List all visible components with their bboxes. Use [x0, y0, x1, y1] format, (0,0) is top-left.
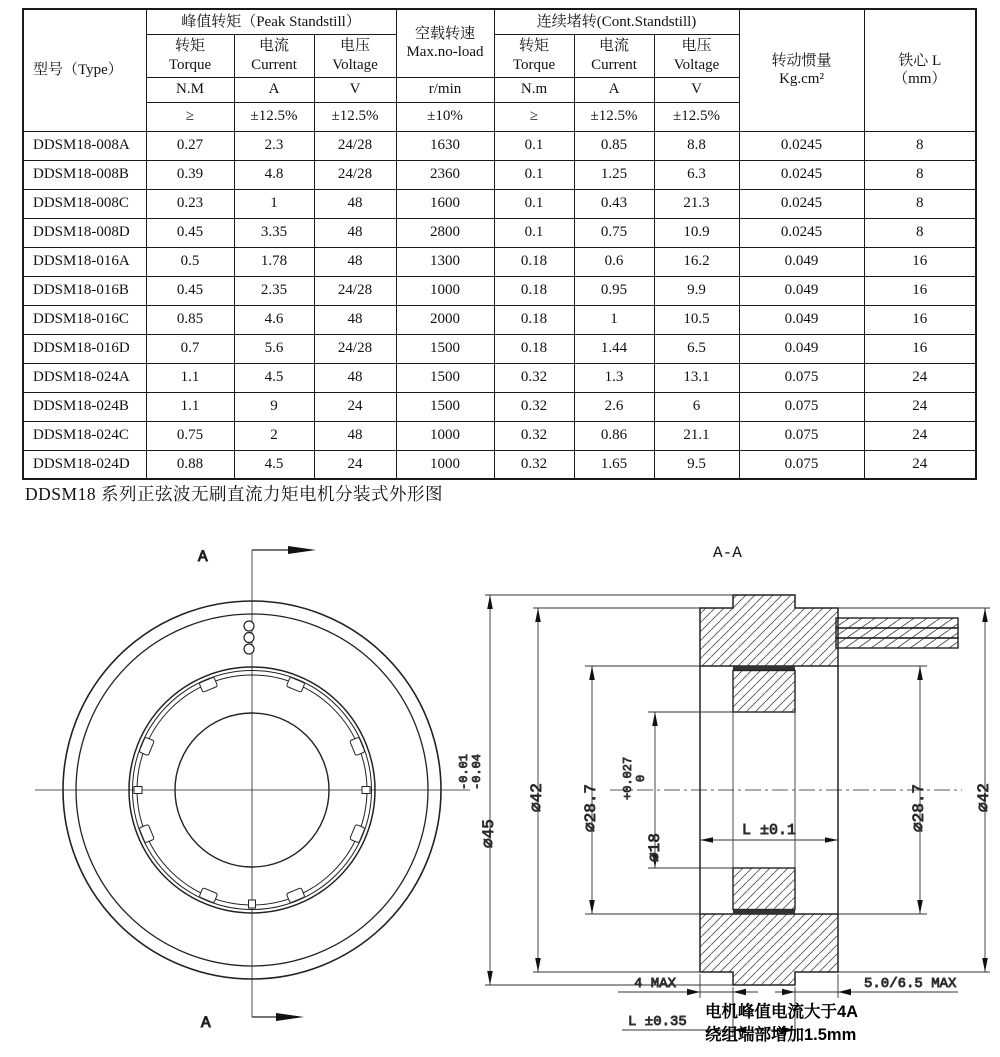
value-cell: 1.3	[574, 363, 654, 392]
tol-cont-current: ±12.5%	[574, 102, 654, 131]
table-row	[23, 334, 976, 363]
value-cell: 10.5	[654, 305, 739, 334]
value-cell: 0.45	[146, 276, 234, 305]
value-cell: 4.5	[234, 363, 314, 392]
cut-label-top: A	[198, 548, 208, 566]
table-row	[23, 131, 976, 160]
value-cell: 0.32	[494, 392, 574, 421]
header-type: 型号（Type）	[23, 9, 146, 131]
value-cell: 1000	[396, 450, 494, 479]
value-cell: 1.25	[574, 160, 654, 189]
value-cell: 1.1	[146, 363, 234, 392]
value-cell: 4.8	[234, 160, 314, 189]
svg-text:5.0/6.5 MAX: 5.0/6.5 MAX	[864, 976, 957, 992]
unit-peak-current: A	[234, 77, 314, 102]
airgap-bottom	[733, 910, 795, 915]
section-label: A-A	[713, 544, 742, 562]
value-cell: 0.075	[739, 392, 864, 421]
value-cell: 2800	[396, 218, 494, 247]
value-cell: 0.75	[146, 421, 234, 450]
value-cell: 0.1	[494, 189, 574, 218]
value-cell: 2.6	[574, 392, 654, 421]
model-cell: DDSM18-024C	[23, 421, 146, 450]
value-cell: 48	[314, 218, 396, 247]
header-noload-en: Max.no-load	[406, 44, 484, 61]
model-cell: DDSM18-024A	[23, 363, 146, 392]
tol-peak-torque: ≥	[146, 102, 234, 131]
unit-peak-torque: N.M	[146, 77, 234, 102]
value-cell: 24	[314, 392, 396, 421]
model-cell: DDSM18-016D	[23, 334, 146, 363]
value-cell: 1500	[396, 334, 494, 363]
value-cell: 0.43	[574, 189, 654, 218]
model-cell: DDSM18-024D	[23, 450, 146, 479]
note-line-1: 电机峰值电流大于4A	[705, 1003, 859, 1021]
table-row	[23, 305, 976, 334]
table-row	[23, 189, 976, 218]
header-noload-speed	[396, 9, 494, 77]
svg-text:∅42: ∅42	[975, 783, 993, 812]
value-cell: 1000	[396, 276, 494, 305]
value-cell: 2360	[396, 160, 494, 189]
value-cell: 4.5	[234, 450, 314, 479]
drawing-note	[705, 1001, 858, 1044]
value-cell: 16	[864, 334, 976, 363]
svg-text:L ±0.1: L ±0.1	[741, 822, 797, 839]
value-cell: 0.32	[494, 363, 574, 392]
value-cell: 48	[314, 247, 396, 276]
tol-peak-current: ±12.5%	[234, 102, 314, 131]
value-cell: 1	[234, 189, 314, 218]
value-cell: 24	[864, 392, 976, 421]
value-cell: 24	[864, 450, 976, 479]
rotor-bottom	[733, 868, 795, 910]
value-cell: 0.95	[574, 276, 654, 305]
value-cell: 21.1	[654, 421, 739, 450]
value-cell: 0.049	[739, 305, 864, 334]
value-cell: 1000	[396, 421, 494, 450]
table-row	[23, 247, 976, 276]
value-cell: 0.18	[494, 276, 574, 305]
unit-peak-voltage: V	[314, 77, 396, 102]
dim-core-length	[700, 822, 838, 843]
section-cut-marks	[198, 546, 316, 1032]
value-cell: 1.78	[234, 247, 314, 276]
value-cell: 0.0245	[739, 131, 864, 160]
value-cell: 2.3	[234, 131, 314, 160]
svg-text:∅45: ∅45	[480, 819, 498, 848]
value-cell: 24	[864, 421, 976, 450]
rotor-top	[733, 671, 795, 713]
value-cell: 8.8	[654, 131, 739, 160]
header-peak-voltage: 电压 Voltage	[314, 34, 396, 77]
unit-cont-torque: N.m	[494, 77, 574, 102]
value-cell: 0.049	[739, 276, 864, 305]
svg-text:∅28.7: ∅28.7	[582, 783, 600, 832]
value-cell: 24/28	[314, 131, 396, 160]
header-cont-standstill: 连续堵转(Cont.Standstill)	[494, 9, 739, 34]
value-cell: 8	[864, 189, 976, 218]
stator-top-block	[700, 595, 838, 666]
outline-drawing	[0, 530, 1000, 1057]
value-cell: 0.75	[574, 218, 654, 247]
value-cell: 1600	[396, 189, 494, 218]
value-cell: 2000	[396, 305, 494, 334]
svg-text:L ±0.35: L ±0.35	[628, 1014, 687, 1030]
value-cell: 48	[314, 305, 396, 334]
value-cell: 2.35	[234, 276, 314, 305]
value-cell: 0.075	[739, 421, 864, 450]
value-cell: 48	[314, 363, 396, 392]
value-cell: 0.18	[494, 305, 574, 334]
value-cell: 13.1	[654, 363, 739, 392]
value-cell: 48	[314, 421, 396, 450]
svg-text:∅28.7: ∅28.7	[910, 783, 928, 832]
value-cell: 0.075	[739, 363, 864, 392]
value-cell: 0.1	[494, 218, 574, 247]
model-cell: DDSM18-016A	[23, 247, 146, 276]
tol-peak-voltage: ±12.5%	[314, 102, 396, 131]
value-cell: 1500	[396, 392, 494, 421]
svg-text:+0.027: +0.027	[621, 756, 635, 800]
header-peak-standstill: 峰值转矩（Peak Standstill）	[146, 9, 396, 34]
header-core-length	[864, 9, 976, 131]
model-cell: DDSM18-008A	[23, 131, 146, 160]
value-cell: 0.45	[146, 218, 234, 247]
value-cell: 1.44	[574, 334, 654, 363]
value-cell: 0.18	[494, 247, 574, 276]
header-peak-torque: 转矩 Torque	[146, 34, 234, 77]
value-cell: 6.3	[654, 160, 739, 189]
tol-cont-torque: ≥	[494, 102, 574, 131]
value-cell: 1.1	[146, 392, 234, 421]
value-cell: 0.1	[494, 131, 574, 160]
value-cell: 0.0245	[739, 189, 864, 218]
table-row	[23, 363, 976, 392]
value-cell: 10.9	[654, 218, 739, 247]
dim-phi287-left	[582, 666, 600, 914]
header-cont-voltage: 电压 Voltage	[654, 34, 739, 77]
section-view	[610, 544, 962, 985]
value-cell: 0.049	[739, 247, 864, 276]
header-core-cn: 铁心 L	[898, 52, 942, 69]
value-cell: 24	[314, 450, 396, 479]
unit-cont-current: A	[574, 77, 654, 102]
svg-text:4 MAX: 4 MAX	[634, 976, 677, 992]
cut-arrow-bottom	[276, 1013, 304, 1021]
value-cell: 3.35	[234, 218, 314, 247]
svg-text:∅42: ∅42	[528, 783, 546, 812]
value-cell: 24/28	[314, 334, 396, 363]
value-cell: 16.2	[654, 247, 739, 276]
value-cell: 5.6	[234, 334, 314, 363]
cut-label-bottom: A	[201, 1014, 211, 1032]
value-cell: 1500	[396, 363, 494, 392]
value-cell: 9	[234, 392, 314, 421]
value-cell: 8	[864, 218, 976, 247]
model-cell: DDSM18-008C	[23, 189, 146, 218]
value-cell: 0.0245	[739, 160, 864, 189]
model-cell: DDSM18-008B	[23, 160, 146, 189]
table-row	[23, 392, 976, 421]
svg-text:-0.01: -0.01	[457, 753, 471, 790]
value-cell: 1630	[396, 131, 494, 160]
front-view	[35, 550, 470, 1017]
value-cell: 21.3	[654, 189, 739, 218]
value-cell: 0.88	[146, 450, 234, 479]
figure-caption: DDSM18 系列正弦波无刷直流力矩电机分装式外形图	[25, 484, 443, 504]
header-cont-torque: 转矩 Torque	[494, 34, 574, 77]
value-cell: 0.23	[146, 189, 234, 218]
header-inertia-unit: Kg.cm²	[779, 71, 824, 88]
note-line-2: 绕组端部增加1.5mm	[705, 1026, 857, 1044]
value-cell: 9.5	[654, 450, 739, 479]
svg-text:0: 0	[634, 774, 648, 782]
tol-noload-speed: ±10%	[396, 102, 494, 131]
dim-phi287-right	[910, 666, 928, 914]
lead-terminals	[244, 621, 254, 654]
table-row	[23, 160, 976, 189]
table-row	[23, 450, 976, 479]
value-cell: 0.18	[494, 334, 574, 363]
lead-wires	[836, 618, 958, 648]
value-cell: 1300	[396, 247, 494, 276]
value-cell: 0.1	[494, 160, 574, 189]
value-cell: 0.049	[739, 334, 864, 363]
value-cell: 6	[654, 392, 739, 421]
model-cell: DDSM18-008D	[23, 218, 146, 247]
value-cell: 24	[864, 363, 976, 392]
value-cell: 2	[234, 421, 314, 450]
value-cell: 0.6	[574, 247, 654, 276]
dim-phi45	[457, 595, 498, 985]
value-cell: 0.85	[574, 131, 654, 160]
value-cell: 0.5	[146, 247, 234, 276]
model-cell: DDSM18-024B	[23, 392, 146, 421]
value-cell: 8	[864, 131, 976, 160]
cut-arrow-top	[288, 546, 316, 554]
value-cell: 1	[574, 305, 654, 334]
value-cell: 0.27	[146, 131, 234, 160]
value-cell: 0.85	[146, 305, 234, 334]
unit-cont-voltage: V	[654, 77, 739, 102]
tol-cont-voltage: ±12.5%	[654, 102, 739, 131]
value-cell: 0.86	[574, 421, 654, 450]
header-cont-current: 电流 Current	[574, 34, 654, 77]
table-row	[23, 276, 976, 305]
value-cell: 8	[864, 160, 976, 189]
value-cell: 24/28	[314, 276, 396, 305]
stator-bottom-block	[700, 914, 838, 985]
svg-text:∅18: ∅18	[646, 833, 664, 862]
header-peak-current: 电流 Current	[234, 34, 314, 77]
spec-table	[22, 8, 977, 480]
value-cell: 0.32	[494, 421, 574, 450]
header-noload-cn: 空载转速	[414, 25, 475, 42]
header-core-unit: （mm）	[893, 71, 947, 88]
value-cell: 6.5	[654, 334, 739, 363]
spec-table-body	[23, 131, 976, 479]
value-cell: 0.39	[146, 160, 234, 189]
value-cell: 0.075	[739, 450, 864, 479]
value-cell: 16	[864, 247, 976, 276]
dim-phi42-left	[528, 608, 546, 972]
header-inertia	[739, 9, 864, 131]
model-cell: DDSM18-016C	[23, 305, 146, 334]
header-inertia-cn: 转动惯量	[771, 52, 832, 69]
table-row	[23, 421, 976, 450]
value-cell: 1.65	[574, 450, 654, 479]
value-cell: 0.0245	[739, 218, 864, 247]
model-cell: DDSM18-016B	[23, 276, 146, 305]
svg-text:-0.04: -0.04	[470, 753, 484, 790]
value-cell: 9.9	[654, 276, 739, 305]
value-cell: 4.6	[234, 305, 314, 334]
unit-noload-speed: r/min	[396, 77, 494, 102]
value-cell: 24/28	[314, 160, 396, 189]
value-cell: 0.32	[494, 450, 574, 479]
table-row	[23, 218, 976, 247]
value-cell: 0.7	[146, 334, 234, 363]
dim-phi42-right	[975, 608, 993, 972]
value-cell: 48	[314, 189, 396, 218]
header-row-groups	[23, 9, 976, 34]
value-cell: 16	[864, 305, 976, 334]
value-cell: 16	[864, 276, 976, 305]
